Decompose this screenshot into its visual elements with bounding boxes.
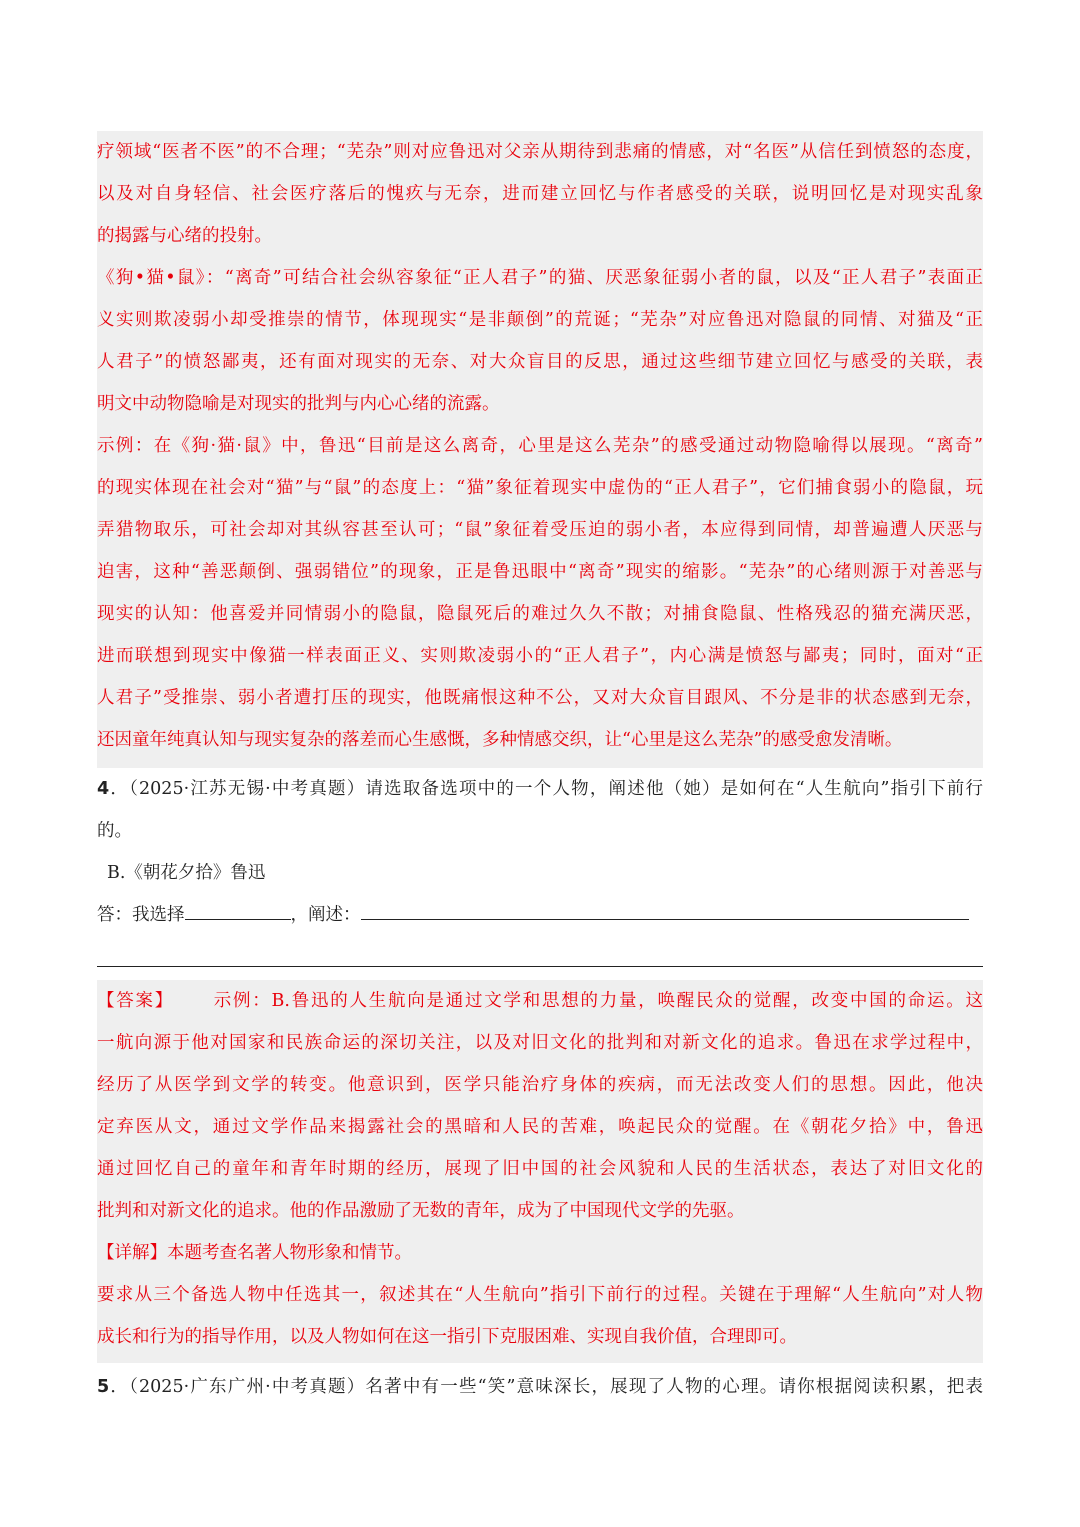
question-4 — [97, 768, 983, 936]
question-5 — [97, 1366, 983, 1408]
question-4-line: 的。 — [97, 821, 132, 841]
question-4-line — [97, 768, 983, 810]
text-line: 义实则欺凌弱小却受推崇的情节，体现现实“是非颠倒”的荒诞；“芜杂”对应鲁迅对隐鼠的同情、对猫及“正 — [97, 310, 983, 330]
answer-line — [97, 980, 983, 1022]
text-line: 示例：在《狗·猫·鼠》中，鲁迅“目前是这么离奇，心里是这么芜杂”的感受通过动物隐喻得以展现。“离奇” — [97, 436, 983, 456]
answer-line: 定弃医从文，通过文学作品来揭露社会的黑暗和人民的苦难，唤起民众的觉醒。在《朝花夕拾》中，鲁迅 — [97, 1117, 983, 1137]
answer-line: 批判和对新文化的追求。他的作品激励了无数的青年，成为了中国现代文学的先驱。 — [97, 1201, 745, 1221]
detail-tag: 【详解】 — [97, 1243, 167, 1263]
answer-tag: 【答案】 — [97, 991, 175, 1011]
answer-block — [97, 980, 983, 1363]
question-text: ．（2025·江苏无锡·中考真题）请选取备选项中的一个人物，阐述他（她）是如何在“人生航向”指引下前行 — [109, 779, 983, 799]
question-5-line — [97, 1366, 983, 1408]
text-line: 人君子”的愤怒鄙夷，还有面对现实的无奈、对大众盲目的反思，通过这些细节建立回忆与感受的关联，表 — [97, 352, 983, 372]
text-line: 迫害，这种“善恶颠倒、强弱错位”的现象，正是鲁迅眼中“离奇”现实的缩影。“芜杂”的心绪则源于对善恶与 — [97, 562, 983, 582]
option-b: B.《朝花夕拾》鲁迅 — [107, 863, 266, 883]
text-line: 弄猎物取乐，可社会却对其纵容甚至认可；“鼠”象征着受压迫的弱小者，本应得到同情，却普遍遭人厌恶与 — [97, 520, 983, 540]
text-line: 的揭露与心绪的投射。 — [97, 226, 272, 246]
analysis-paragraph-3 — [97, 425, 983, 761]
answer-line — [97, 894, 983, 936]
detail-line — [97, 1232, 983, 1274]
text-line: 以及对自身轻信、社会医疗落后的愧疚与无奈，进而建立回忆与作者感受的关联，说明回忆是对现实乱象 — [97, 184, 983, 204]
answer-line: 一航向源于他对国家和民族命运的深切关注，以及对旧文化的批判和对新文化的追求。鲁迅在求学过程中， — [97, 1033, 983, 1053]
question-number: 5 — [97, 1377, 110, 1397]
text-line: 的现实体现在社会对“猫”与“鼠”的态度上：“猫”象征着现实中虚伪的“正人君子”，它们捕食弱小的隐鼠，玩 — [97, 478, 983, 498]
text-line: 进而联想到现实中像猫一样表面正义、实则欺凌弱小的“正人君子”，内心满是愤怒与鄙夷；同时，面对“正 — [97, 646, 983, 666]
answer-line: 经历了从医学到文学的转变。他意识到，医学只能治疗身体的疾病，而无法改变人们的思想。因此，他决 — [97, 1075, 983, 1095]
text-line: 还因童年纯真认知与现实复杂的落差而心生感慨，多种情感交织，让“心里是这么芜杂”的感受愈发清晰。 — [97, 730, 903, 750]
text-line: 《狗•猫•鼠》：“离奇”可结合社会纵容象征“正人君子”的猫、厌恶象征弱小者的鼠，以及“正人君子”表面正 — [97, 268, 983, 288]
question-text: ．（2025·广东广州·中考真题）名著中有一些“笑”意味深长，展现了人物的心理。请你根据阅读积累，把表 — [109, 1377, 983, 1397]
answer-mid: ，阐述： — [290, 905, 361, 925]
explain-blank[interactable] — [361, 897, 969, 920]
answer-prefix: 答：我选择 — [97, 905, 185, 925]
answer-blank-line[interactable] — [97, 966, 983, 967]
answer-text: 示例：B.鲁迅的人生航向是通过文学和思想的力量，唤醒民众的觉醒，改变中国的命运。这 — [212, 991, 984, 1011]
analysis-block — [97, 131, 983, 768]
question-number: 4 — [97, 779, 110, 799]
analysis-paragraph-2 — [97, 257, 983, 425]
detail-line: 要求从三个备选人物中任选其一，叙述其在“人生航向”指引下前行的过程。关键在于理解“人生航向”对人物 — [97, 1285, 983, 1305]
text-line: 现实的认知：他喜爱并同情弱小的隐鼠，隐鼠死后的难过久久不散；对捕食隐鼠、性格残忍的猫充满厌恶， — [97, 604, 983, 624]
detail-text: 本题考查名著人物形象和情节。 — [167, 1243, 412, 1263]
text-line: 人君子”受推崇、弱小者遭打压的现实，他既痛恨这种不公，又对大众盲目跟风、不分是非的状态感到无奈， — [97, 688, 983, 708]
detail-line: 成长和行为的指导作用，以及人物如何在这一指引下克服困难、实现自我价值，合理即可。 — [97, 1327, 797, 1347]
analysis-paragraph-1 — [97, 131, 983, 257]
choice-blank[interactable] — [185, 897, 291, 920]
text-line: 明文中动物隐喻是对现实的批判与内心心绪的流露。 — [97, 394, 500, 414]
answer-line: 通过回忆自己的童年和青年时期的经历，展现了旧中国的社会风貌和人民的生活状态，表达了对旧文化的 — [97, 1159, 983, 1179]
text-line: 疗领域“医者不医”的不合理；“芜杂”则对应鲁迅对父亲从期待到悲痛的情感，对“名医”从信任到愤怒的态度， — [97, 142, 983, 162]
